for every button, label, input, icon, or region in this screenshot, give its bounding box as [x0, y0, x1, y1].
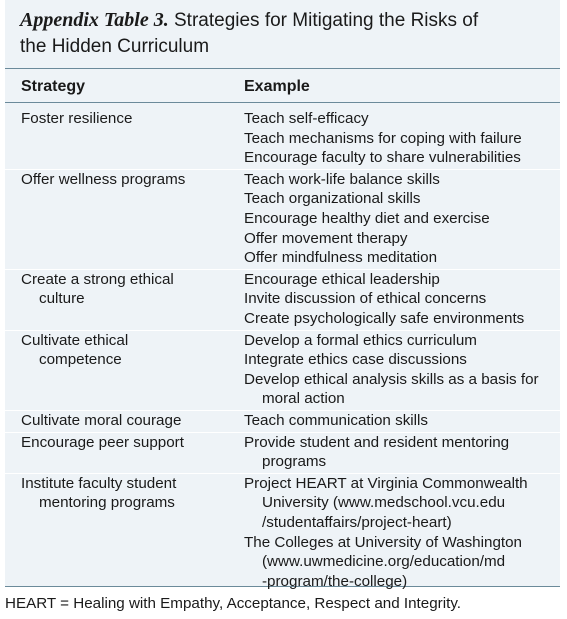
example-text: Develop ethical analysis skills as a basis for — [244, 370, 539, 388]
example-text: Teach organizational skills — [244, 190, 421, 208]
example-cell — [244, 170, 490, 268]
example-text: Teach mechanisms for coping with failure — [244, 129, 522, 147]
strategy-text: Foster resilience — [21, 110, 133, 127]
caption-label: Appendix Table 3. — [20, 9, 169, 31]
example-text: Integrate ethics case discussions — [244, 351, 467, 369]
example-cell — [244, 411, 428, 431]
strategy-text: Institute faculty student — [21, 474, 177, 492]
example-text: Provide student and resident mentoring — [244, 433, 510, 451]
caption-title-line1: Strategies for Mitigating the Risks of — [174, 10, 479, 31]
strategy-cell — [21, 474, 176, 513]
example-text: /studentaffairs/project-heart) — [262, 513, 452, 531]
example-cell — [244, 109, 522, 168]
strategy-cell — [21, 411, 181, 431]
example-text: Teach communication skills — [244, 412, 429, 429]
strategy-text: culture — [39, 290, 85, 308]
example-text: Project HEART at Virginia Commonwealth — [244, 474, 528, 492]
strategy-text: competence — [39, 351, 122, 369]
example-text: Teach work-life balance skills — [244, 170, 440, 188]
strategy-cell — [21, 433, 184, 453]
example-text: -program/the-college) — [262, 572, 408, 590]
example-text: The Colleges at University of Washington — [244, 533, 523, 551]
strategy-cell — [21, 170, 185, 190]
strategy-cell — [21, 331, 128, 370]
example-text: Develop a formal ethics curriculum — [244, 331, 477, 349]
example-cell — [244, 270, 524, 329]
example-text: Teach self-efficacy — [244, 110, 369, 127]
example-text: Create psychologically safe environments — [244, 309, 525, 327]
example-text: Offer movement therapy — [244, 229, 408, 247]
table-top-rule — [5, 68, 560, 69]
strategy-text: Offer wellness programs — [21, 170, 186, 188]
example-cell — [244, 474, 528, 592]
table-footnote: HEART = Healing with Empathy, Acceptance, Respect and Integrity. — [5, 595, 462, 612]
column-header-example: Example — [244, 78, 310, 95]
strategy-cell — [21, 270, 174, 309]
strategy-text: Create a strong ethical — [21, 270, 174, 288]
strategy-text: Encourage peer support — [21, 433, 184, 451]
table-caption — [20, 7, 550, 60]
example-text: Invite discussion of ethical concerns — [244, 290, 487, 308]
example-text: programs — [262, 453, 327, 471]
example-cell — [244, 433, 509, 472]
example-cell — [244, 331, 539, 409]
column-header-strategy: Strategy — [21, 78, 86, 95]
example-text: Encourage faculty to share vulnerabilities — [244, 149, 521, 167]
example-text: (www.uwmedicine.org/education/md — [262, 553, 506, 571]
example-text: Encourage healthy diet and exercise — [244, 209, 490, 227]
strategy-text: Cultivate moral courage — [21, 412, 182, 429]
example-text: Encourage ethical leadership — [244, 270, 440, 288]
strategy-text: mentoring programs — [39, 494, 175, 512]
table-header-rule — [5, 102, 560, 103]
strategy-text: Cultivate ethical — [21, 331, 129, 349]
example-text: Offer mindfulness meditation — [244, 249, 438, 267]
example-text: moral action — [262, 390, 345, 408]
example-text: University (www.medschool.vcu.edu — [262, 494, 506, 512]
caption-title-line2: the Hidden Curriculum — [20, 36, 210, 57]
strategy-cell — [21, 109, 132, 129]
